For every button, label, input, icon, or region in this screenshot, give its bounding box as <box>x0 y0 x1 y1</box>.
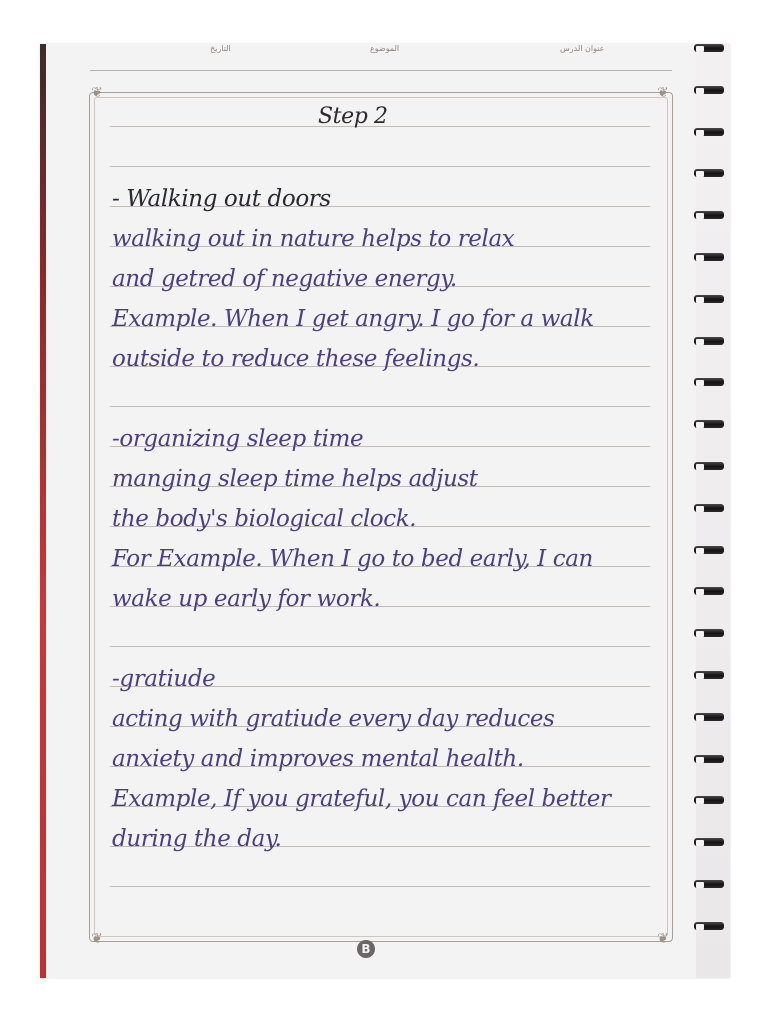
corner-ornament-icon: ❦ <box>91 85 103 101</box>
section-line: For Example. When I go to bed early, I can <box>112 546 593 572</box>
header-label-date: التاريخ <box>210 44 231 53</box>
spiral-ring-icon <box>694 44 728 56</box>
section-line: wake up early for work. <box>112 586 381 612</box>
spiral-ring-icon <box>694 420 728 432</box>
spiral-ring-icon <box>694 629 728 641</box>
spiral-ring-icon <box>694 86 728 98</box>
section-line: walking out in nature helps to relax <box>112 226 515 252</box>
section-line: the body's biological clock. <box>112 506 417 532</box>
spiral-ring-icon <box>694 587 728 599</box>
section-line: Example. When I get angry. I go for a walk <box>112 306 594 332</box>
section-line: during the day. <box>112 826 282 852</box>
section-line: acting with gratiude every day reduces <box>112 706 555 732</box>
corner-ornament-icon: ❦ <box>657 85 669 101</box>
section-line: outside to reduce these feelings. <box>112 346 480 372</box>
page-title: Step 2 <box>318 104 388 129</box>
spiral-ring-icon <box>694 337 728 349</box>
section-line: Example, If you grateful, you can feel better <box>112 786 611 812</box>
spiral-ring-icon <box>694 796 728 808</box>
section-line: and getred of negative energy. <box>112 266 457 292</box>
section-line: manging sleep time helps adjust <box>112 466 478 492</box>
corner-ornament-icon: ❦ <box>657 931 669 947</box>
corner-ornament-icon: ❦ <box>91 931 103 947</box>
section-line: anxiety and improves mental health. <box>112 746 524 772</box>
spiral-ring-icon <box>694 546 728 558</box>
section-heading-walking: - Walking out doors <box>112 186 331 212</box>
spiral-ring-icon <box>694 253 728 265</box>
spiral-ring-icon <box>694 211 728 223</box>
spiral-ring-icon <box>694 922 728 934</box>
section-heading-gratitude: -gratiude <box>112 666 216 692</box>
header-label-subject: الموضوع <box>370 44 400 53</box>
spiral-ring-icon <box>694 504 728 516</box>
spiral-ring-icon <box>694 880 728 892</box>
spiral-ring-icon <box>694 713 728 725</box>
spiral-ring-icon <box>694 838 728 850</box>
spiral-ring-icon <box>694 755 728 767</box>
spiral-ring-icon <box>694 295 728 307</box>
spiral-ring-icon <box>694 169 728 181</box>
spiral-ring-icon <box>694 128 728 140</box>
spiral-ring-icon <box>694 378 728 390</box>
spiral-ring-icon <box>694 671 728 683</box>
header-label-lesson: عنوان الدرس <box>560 44 605 53</box>
publisher-logo: B <box>357 940 375 958</box>
spiral-ring-icon <box>694 462 728 474</box>
section-heading-sleep: -organizing sleep time <box>112 426 364 452</box>
